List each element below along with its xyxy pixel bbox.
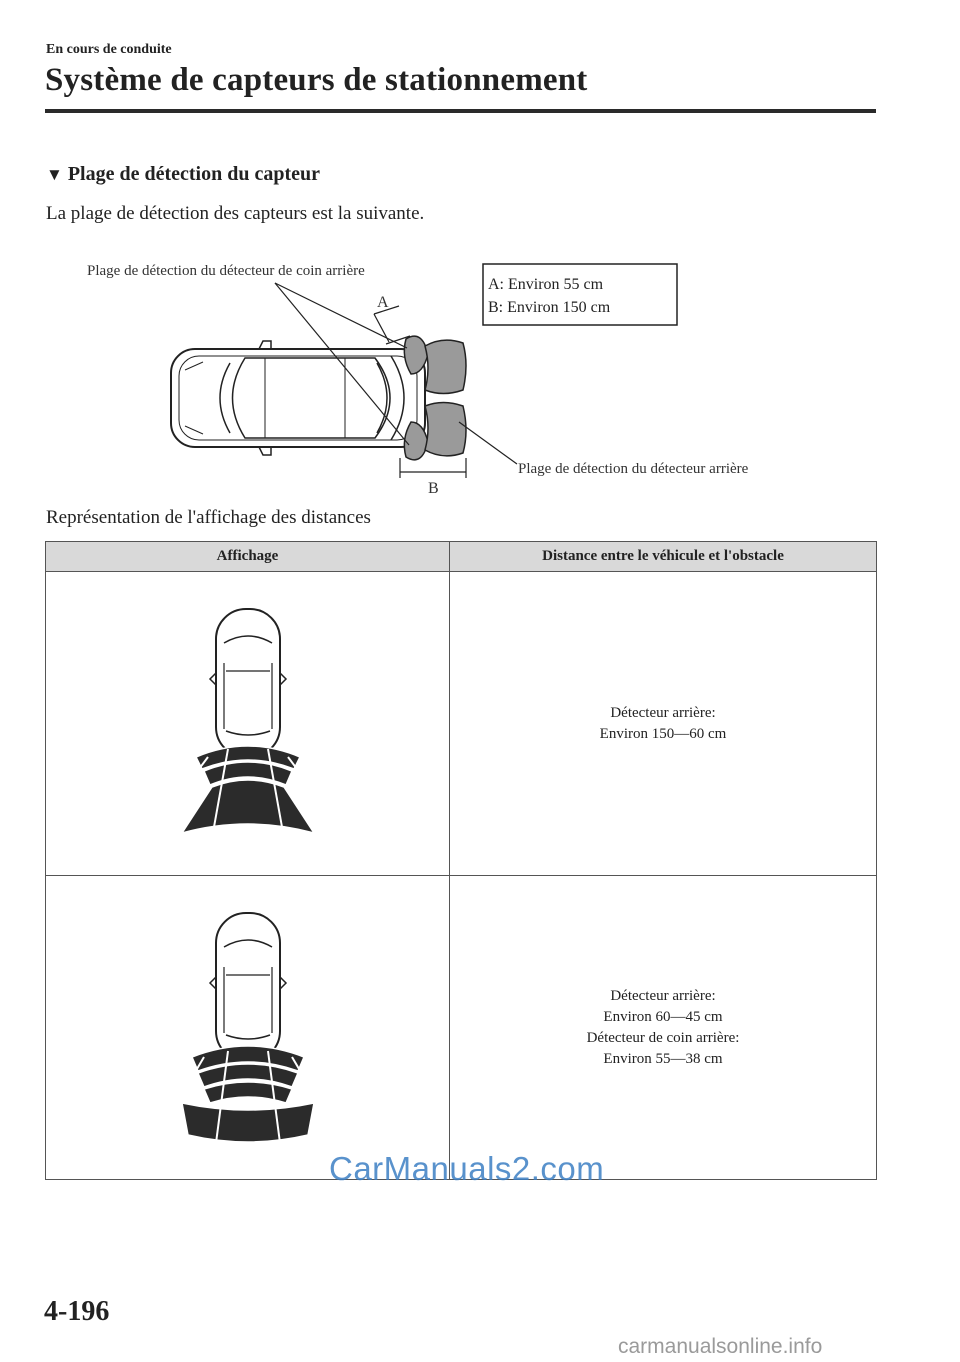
rear-range-label: Plage de détection du détecteur arrière	[518, 461, 749, 477]
car-top-view-icon	[171, 341, 425, 455]
intro-text: La plage de détection des capteurs est la suivante.	[46, 203, 425, 224]
rear-detection-zone	[425, 340, 466, 393]
car-with-rear-and-corner-indicator-icon	[168, 905, 328, 1145]
table-header-row	[46, 542, 877, 572]
footer-site-link[interactable]: carmanualsonline.info	[618, 1335, 823, 1358]
page-title: Système de capteurs de stationnement	[45, 62, 588, 98]
section-heading	[46, 163, 320, 186]
table-row	[46, 876, 877, 1180]
distance-line: Environ 55―38 cm	[603, 1050, 723, 1067]
triangle-marker-icon: ▼	[46, 165, 63, 184]
column-header-distance: Distance entre le véhicule et l'obstacle	[450, 542, 877, 572]
title-divider	[45, 109, 876, 113]
distance-cell	[450, 572, 877, 876]
rear-detection-zone	[425, 403, 466, 456]
chapter-label: En cours de conduite	[46, 42, 172, 57]
dimension-a-label: A	[377, 294, 389, 311]
detection-range-diagram	[45, 250, 876, 505]
display-cell	[46, 572, 450, 876]
distance-cell	[450, 876, 877, 1180]
distance-display-table	[45, 541, 877, 1180]
car-with-rear-indicator-icon	[168, 601, 328, 841]
column-header-display: Affichage	[46, 542, 450, 572]
distance-line: Environ 150―60 cm	[599, 725, 727, 742]
legend-item-b: B: Environ 150 cm	[488, 299, 611, 316]
distance-line: Détecteur de coin arrière:	[586, 1029, 740, 1046]
distance-line: Détecteur arrière:	[610, 987, 716, 1004]
page-number: 4-196	[44, 1296, 110, 1327]
distance-line: Environ 60―45 cm	[603, 1008, 723, 1025]
corner-range-label: Plage de détection du détecteur de coin arrière	[87, 263, 365, 279]
section-heading-text: Plage de détection du capteur	[67, 163, 321, 185]
display-cell	[46, 876, 450, 1180]
table-row	[46, 572, 877, 876]
distance-display-heading: Représentation de l'affichage des distances	[46, 507, 371, 528]
dimension-b-label: B	[428, 480, 439, 497]
watermark-link[interactable]: CarManuals2.com	[329, 1150, 605, 1187]
distance-line: Détecteur arrière:	[610, 704, 716, 721]
legend-item-a: A: Environ 55 cm	[488, 276, 604, 293]
